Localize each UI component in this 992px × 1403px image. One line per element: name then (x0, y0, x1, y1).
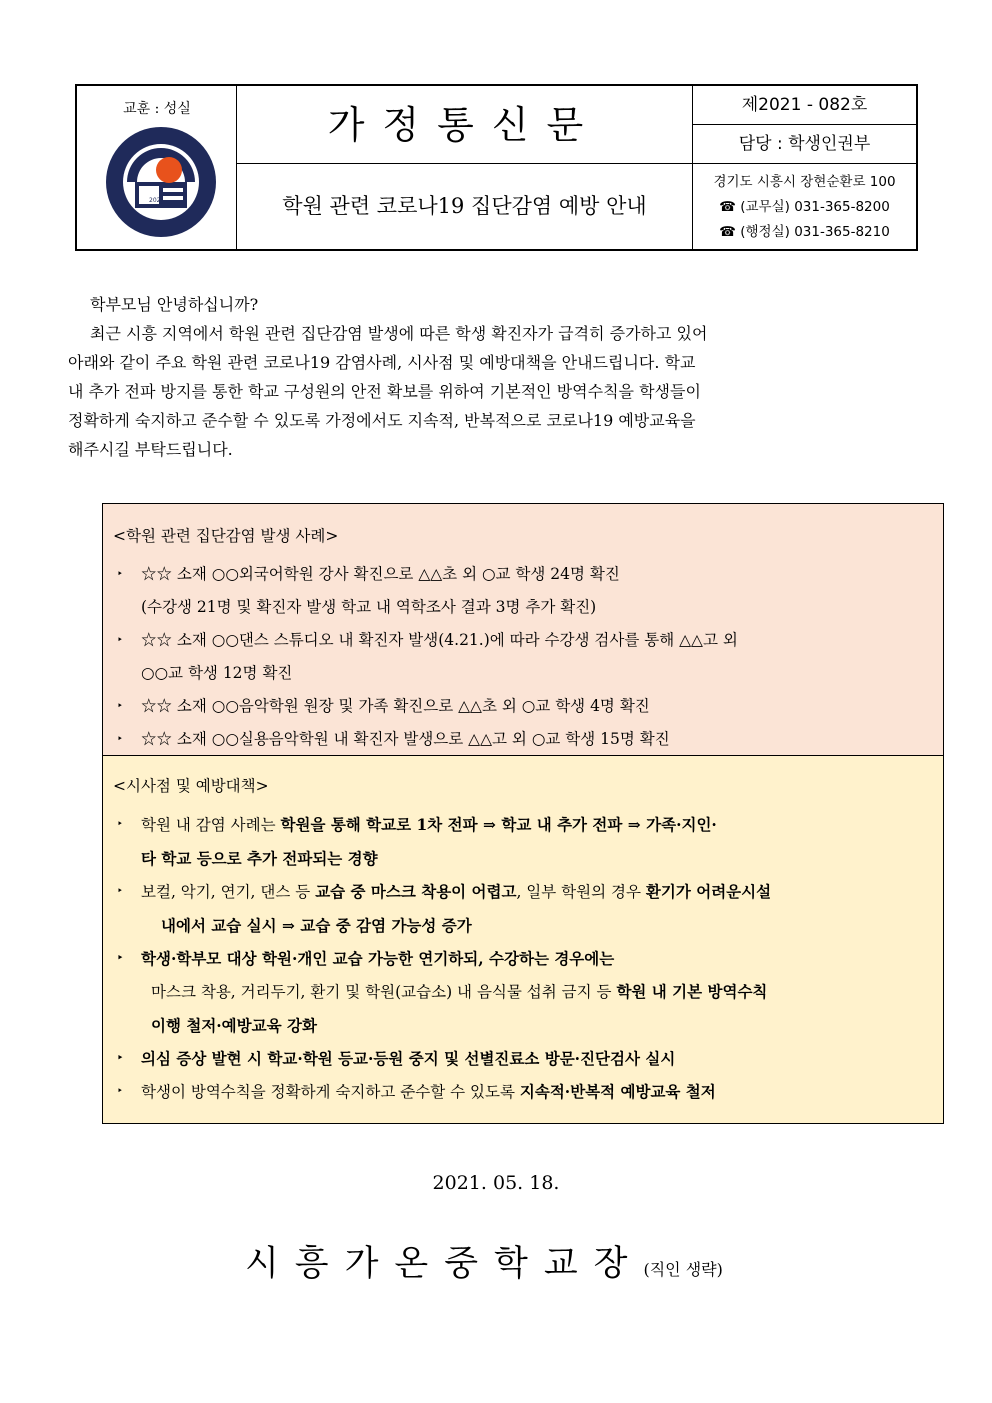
svg-text:2021: 2021 (149, 197, 165, 204)
bullet-icon: ‣ (117, 1086, 123, 1097)
intro-line: 정확하게 숙지하고 준수할 수 있도록 가정에서도 지속적, 반복적으로 코로나19 예방교육을 (68, 411, 696, 430)
intro-text (68, 290, 928, 464)
tip-item-continued: 타 학교 등으로 추가 전파되는 경향 (141, 849, 378, 868)
bullet-icon: ‣ (117, 701, 123, 712)
bullet-icon: ‣ (117, 635, 123, 646)
letter-header (75, 84, 918, 251)
school-motto: 교훈 : 성실 (123, 101, 191, 117)
school-emblem-icon (105, 126, 217, 238)
tip-item: ‣ 학원 내 감염 사례는 학원을 통해 학교로 1차 전파 ⇒ 학교 내 추가 전파 ⇒ 가족·지인· (113, 808, 943, 842)
case-item: ‣ ☆☆ 소재 ○○음악학원 원장 및 가족 확진으로 △△초 외 ○교 학생 4명 확진 (113, 690, 943, 723)
case-item: ‣ ☆☆ 소재 ○○외국어학원 강사 확진으로 △△초 외 ○교 학생 24명 확진 (113, 558, 943, 591)
bullet-icon: ‣ (117, 1053, 124, 1064)
principal-signature (245, 1236, 723, 1286)
tip-item: ‣ 의심 증상 발현 시 학교·학원 등교·등원 중지 및 선별진료소 방문·진단검사 실시 (113, 1042, 943, 1075)
greeting: 학부모님 안녕하십니까? (90, 295, 259, 314)
school-address: 경기도 시흥시 장현순환로 100 (713, 174, 896, 190)
phone-admin-office: ☎ (행정실) 031-365-8210 (719, 224, 890, 240)
tips-box (102, 756, 944, 1124)
tip-item-continued: 이행 철저·예방교육 강화 (151, 1016, 317, 1035)
issue-number: 제2021 - 082호 (693, 86, 916, 125)
cases-box (102, 503, 944, 756)
tip-item-continued: 마스크 착용, 거리두기, 환기 및 학원(교습소) 내 음식물 섭취 금지 등 학원 내 기본 방역수칙 (151, 982, 768, 1001)
school-logo (105, 126, 217, 238)
notice-subject: 학원 관련 코로나19 집단감염 예방 안내 (237, 164, 693, 249)
tip-item-continued: 내에서 교습 실시 ⇒ 교습 중 감염 가능성 증가 (161, 916, 472, 935)
bullet-icon: ‣ (117, 569, 123, 580)
case-item-continued: ○○교 학생 12명 확진 (141, 664, 293, 682)
intro-line: 최근 시흥 지역에서 학원 관련 집단감염 발생에 따른 학생 확진자가 급격히 증가하고 있어 (90, 324, 708, 343)
case-item: ‣ ☆☆ 소재 ○○댄스 스튜디오 내 확진자 발생(4.21.)에 따라 수강생 검사를 통해 △△고 외 (113, 624, 943, 657)
intro-line: 아래와 같이 주요 학원 관련 코로나19 감염사례, 시사점 및 예방대책을 안내드립니다. 학교 (68, 353, 696, 372)
principal-title: 시흥가온중학교장 (245, 1244, 644, 1284)
bullet-icon: ‣ (117, 819, 123, 830)
tip-item: ‣ 보컬, 악기, 연기, 댄스 등 교습 중 마스크 착용이 어렵고, 일부 학원의 경우 환기가 어려운시설 (113, 875, 943, 909)
logo-cell (77, 86, 237, 249)
cases-title: <학원 관련 집단감염 발생 사례> (113, 527, 339, 545)
page-title: 가정통신문 (237, 86, 693, 164)
phone-teachers-office: ☎ (교무실) 031-365-8200 (719, 199, 890, 215)
department: 담당 : 학생인권부 (693, 125, 916, 164)
tip-item: ‣ 학생이 방역수칙을 정확하게 숙지하고 준수할 수 있도록 지속적·반복적 예방교육 철저 (113, 1075, 943, 1109)
case-item-continued: (수강생 21명 및 확진자 발생 학교 내 역학조사 결과 3명 추가 확진) (141, 598, 597, 616)
intro-line: 해주시길 부탁드립니다. (68, 440, 233, 459)
bullet-icon: ‣ (117, 734, 123, 745)
contact-info (693, 164, 916, 249)
tip-item: ‣ 학생·학부모 대상 학원·개인 교습 가능한 연기하되, 수강하는 경우에는 (113, 942, 943, 975)
bullet-icon: ‣ (117, 886, 123, 897)
intro-line: 내 추가 전파 방지를 통한 학교 구성원의 안전 확보를 위하여 기본적인 방역수칙을 학생들이 (68, 382, 701, 401)
tips-title: <시사점 및 예방대책> (113, 777, 269, 795)
bullet-icon: ‣ (117, 953, 124, 964)
case-item: ‣ ☆☆ 소재 ○○실용음악학원 내 확진자 발생으로 △△고 외 ○교 학생 15명 확진 (113, 723, 943, 756)
issue-date: 2021. 05. 18. (432, 1172, 560, 1194)
seal-note: (직인 생략) (643, 1260, 723, 1279)
